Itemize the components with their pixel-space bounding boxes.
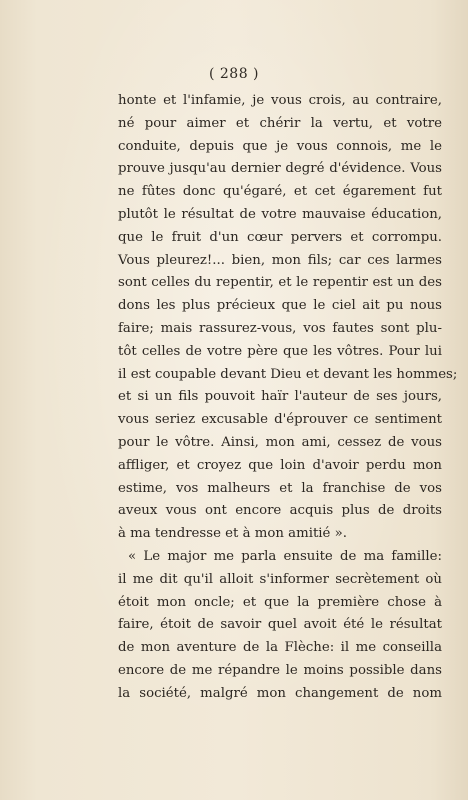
text-line: de mon aventure de la Flèche: il me conseilla	[118, 640, 442, 656]
text-line: tôt celles de votre père que les vôtres. Pour lui	[118, 343, 442, 359]
text-line: ne fûtes donc qu'égaré, et cet égarement fut	[118, 184, 442, 200]
text-line: sont celles du repentir, et le repentir est un des	[118, 275, 442, 291]
text-line: encore de me répandre le moins possible dans	[118, 662, 442, 678]
text-line: faire; mais rassurez-vous, vos fautes sont plu-	[118, 320, 442, 336]
text-line: Vous pleurez!... bien, mon fils; car ces larmes	[118, 252, 442, 268]
text-line: prouve jusqu'au dernier degré d'évidence. Vous	[118, 161, 442, 177]
text-line: et si un fils pouvoit haïr l'auteur de ses jours,	[118, 389, 442, 405]
text-line: plutôt le résultat de votre mauvaise éducation,	[118, 206, 442, 222]
text-line: il est coupable devant Dieu et devant les hommes;	[118, 366, 458, 382]
text-line: à ma tendresse et à mon amitié ».	[118, 526, 348, 542]
paragraph-1	[118, 90, 458, 546]
text-line: aveux vous ont encore acquis plus de droits	[118, 503, 442, 519]
text-line: que le fruit d'un cœur pervers et corrompu.	[118, 229, 442, 245]
paragraph-2	[118, 546, 442, 706]
text-line: étoit mon oncle; et que la première chose à	[118, 594, 442, 610]
text-line: il me dit qu'il alloit s'informer secrètement où	[118, 571, 442, 587]
text-line: honte et l'infamie, je vous crois, au contraire,	[118, 93, 442, 108]
page-number: ( 288 )	[208, 66, 260, 82]
text-line: affliger, et croyez que loin d'avoir perdu mon	[118, 457, 442, 473]
text-line: vous seriez excusable d'éprouver ce sentiment	[118, 412, 442, 428]
text-line: né pour aimer et chérir la vertu, et votre	[118, 115, 442, 131]
text-line: la société, malgré mon changement de nom	[118, 685, 442, 701]
text-line: dons les plus précieux que le ciel ait pu nous	[118, 298, 442, 314]
text-line: pour le vôtre. Ainsi, mon ami, cessez de vous	[118, 434, 442, 450]
text-line: faire, étoit de savoir quel avoit été le résultat	[118, 617, 442, 633]
body-text	[118, 90, 458, 706]
text-line: conduite, depuis que je vous connois, me le	[118, 138, 442, 154]
text-line: estime, vos malheurs et la franchise de vos	[118, 480, 442, 496]
text-line: « Le major me parla ensuite de ma famille:	[128, 548, 442, 564]
